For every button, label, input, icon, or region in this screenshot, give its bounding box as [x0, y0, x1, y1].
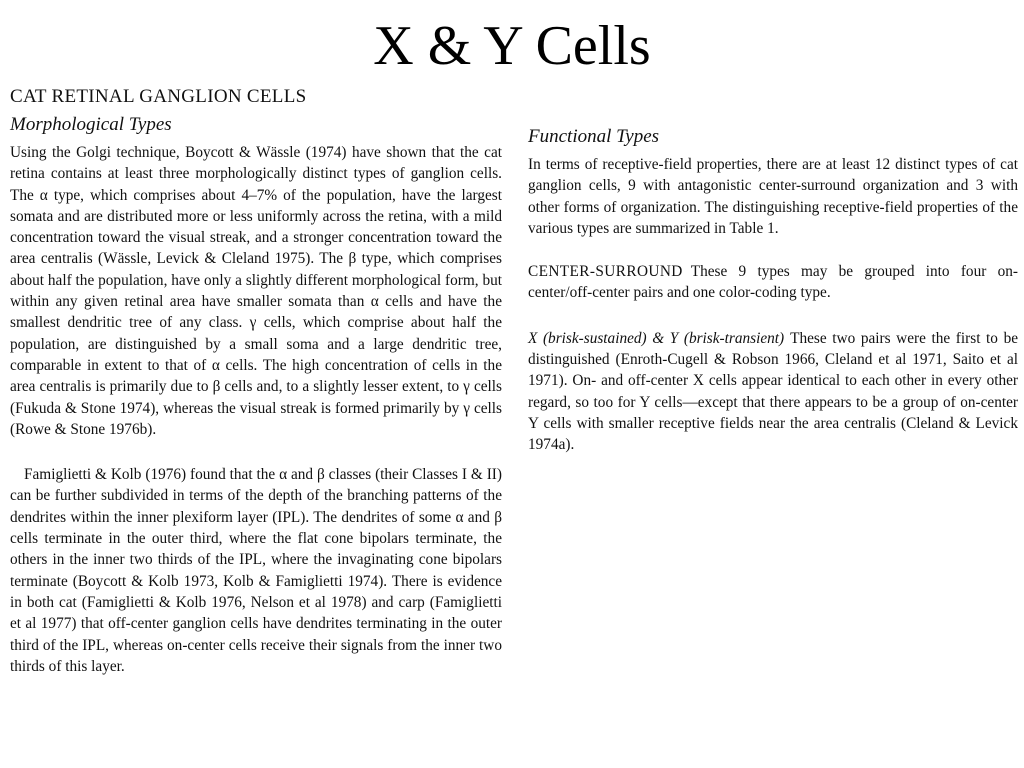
center-surround-label: CENTER-SURROUND [528, 263, 683, 281]
xy-paragraph [528, 328, 1018, 456]
famiglietti-paragraph: Famiglietti & Kolb (1976) found that the α and β classes (their Classes I & II) can be further subdivided in terms of the depth of the branching patterns of the dendrites within the inner plexiform layer (IPL). The dendrites of some α and β cells terminate in the outer third, where the flat cone bipolars terminate, the others in the inner two thirds of the IPL, where the invaginating cone bipolars terminate (Boycott & Kolb 1973, Kolb & Famiglietti 1974). There is evidence in both cat (Famiglietti & Kolb 1976, Nelson et al 1978) and carp (Famiglietti et al 1977) that off-center ganglion cells have dendrites terminating in the outer third of the IPL, whereas on-center cells receive their signals from the inner two thirds of this layer. [10, 466, 502, 675]
xy-text: These two pairs were the first to be distinguished (Enroth-Cugell & Robson 1966, Cleland et al 1971, Saito et al 1971). On- and off-center X cells appear identical to each other in every other regard, so too for Y cells—except that there appears to be a group of on-center Y cells with smaller receptive fields near the area centralis (Cleland & Levick 1974a). [528, 329, 1019, 454]
center-surround-paragraph [528, 261, 1018, 304]
left-column [10, 86, 502, 677]
slide-title: X & Y Cells [373, 15, 651, 77]
morphological-types-heading: Morphological Types [10, 114, 172, 135]
right-column [528, 126, 1018, 456]
functional-paragraph: In terms of receptive-field properties, there are at least 12 distinct types of cat ganglion cells, 9 with antagonistic center-surround organization and 3 with other forms of organization. The distinguishing receptive-field properties of the various types are summarized in Table 1. [528, 156, 1018, 237]
functional-types-heading: Functional Types [528, 126, 660, 147]
section-heading: CAT RETINAL GANGLION CELLS [10, 86, 307, 107]
center-surround-text: These 9 types may be grouped into four on-center/off-center pairs and one color-coding type. [528, 263, 1018, 302]
xy-label: X (brisk-sustained) & Y (brisk-transient) [528, 329, 785, 347]
morphological-paragraph: Using the Golgi technique, Boycott & Wässle (1974) have shown that the cat retina contains at least three morphologically distinct types of ganglion cells. The α type, which comprises about 4–7% of the population, have the largest somata and are distributed more or less uniformly across the retina, with a mild concentration toward the visual streak, and a stronger concentration toward the area centralis (Wässle, Levick & Cleland 1975). The β type, which comprises about half the population, have only a slightly different morphological form, but within any given retinal area have smaller somata than α cells and have the smallest dendritic tree of any class. γ cells, which comprise about half the population, are distinguished by a small soma and a large dendritic tree, comparable in extent to that of α cells. The high concentration of cells in the area centralis is primarily due to β cells and, to a slightly lesser extent, to γ cells (Fukuda & Stone 1974), whereas the visual streak is formed primarily by γ cells (Rowe & Stone 1976b). [10, 144, 502, 438]
